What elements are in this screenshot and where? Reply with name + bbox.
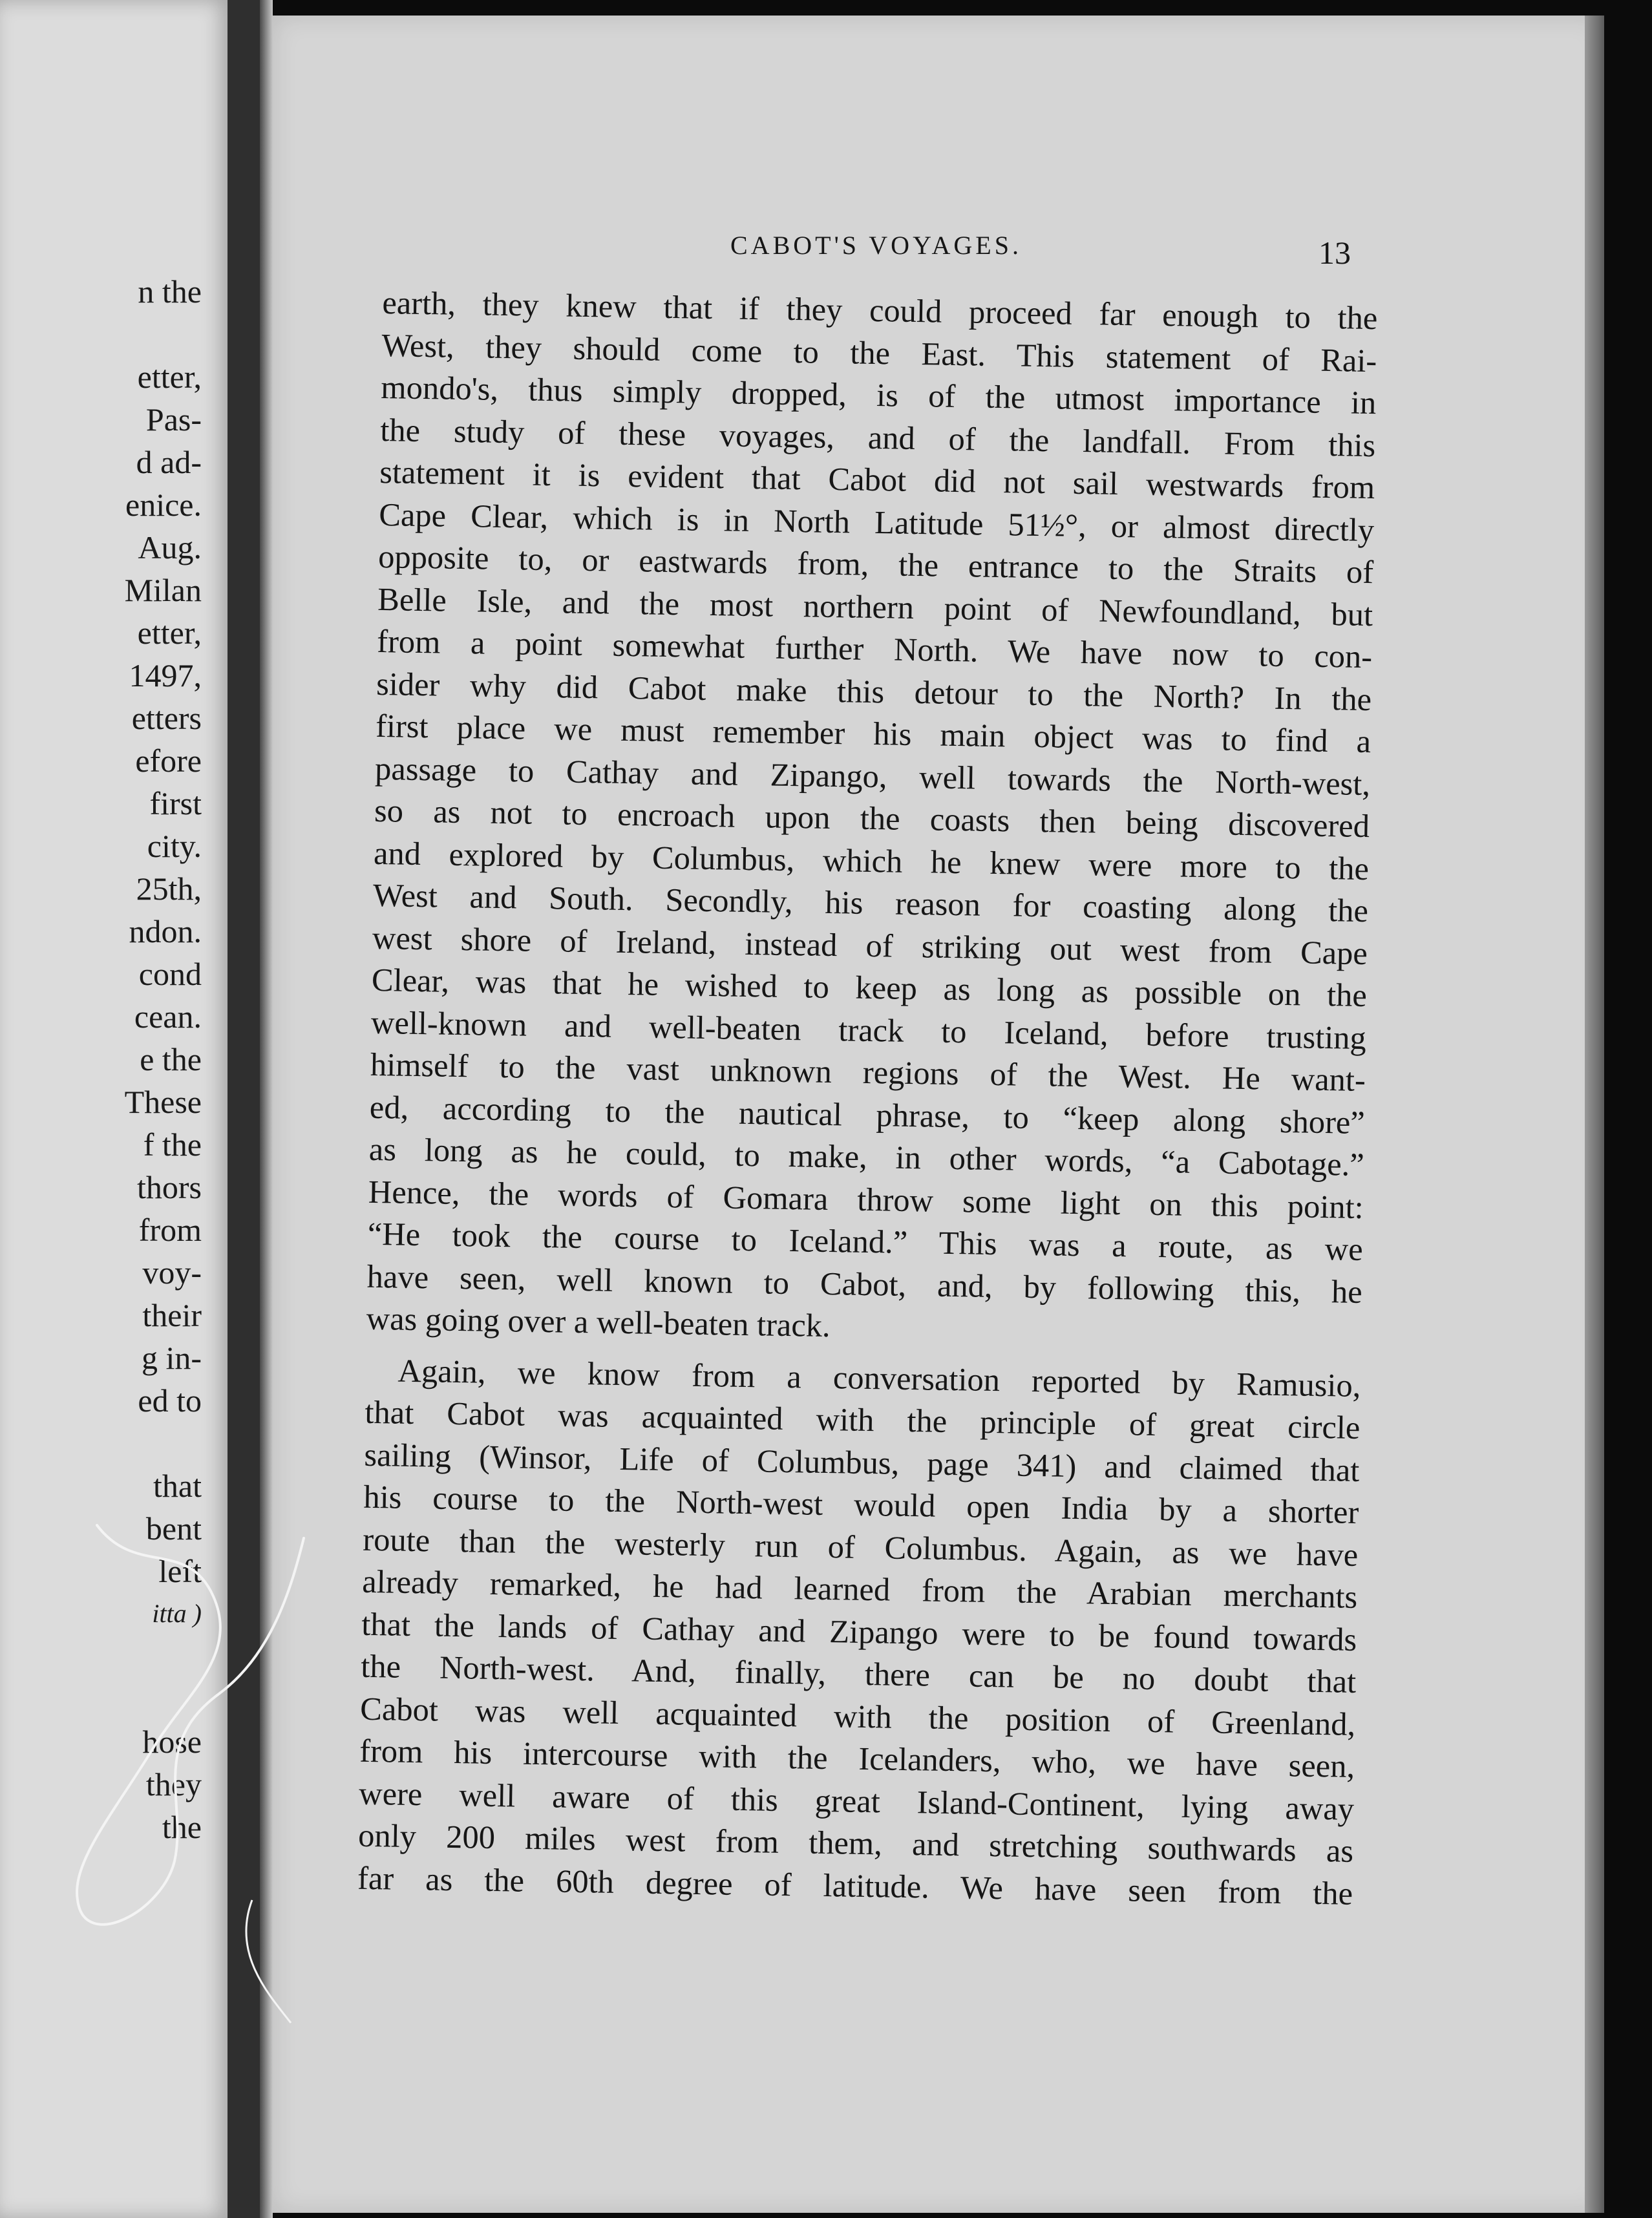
- previous-page-line: bent: [145, 1510, 202, 1547]
- previous-page-line: etter,: [137, 359, 202, 395]
- previous-page-line: voy-: [142, 1254, 202, 1291]
- previous-page-line: e the: [140, 1041, 202, 1077]
- gutter-shadow: [260, 0, 273, 2218]
- previous-page-line: itta ): [152, 1599, 202, 1628]
- previous-page-line: 1497,: [129, 657, 202, 693]
- body-text-line: as long as he could, to make, in other words, “a Cabotage.”: [368, 1130, 1365, 1183]
- previous-page-line: Pas-: [145, 401, 202, 438]
- previous-page-line: d ad-: [136, 444, 202, 480]
- body-text-line: his course to the North-west would open India by a shorter: [363, 1478, 1359, 1530]
- previous-page-line: [8, 1422, 202, 1464]
- body-text-line: well-known and well-beaten track to Iceland, before trusting: [370, 1004, 1367, 1056]
- previous-page-line: ndon.: [129, 913, 202, 949]
- previous-page-line: f the: [143, 1126, 202, 1163]
- body-text-line: ed, according to the nautical phrase, to “keep along shore”: [369, 1088, 1366, 1141]
- current-page: [273, 16, 1604, 2213]
- previous-page-line: 25th,: [136, 871, 202, 907]
- body-text-line: from his intercourse with the Icelanders, who, we have seen,: [359, 1732, 1355, 1784]
- body-text-line: west shore of Ireland, instead of striking out west from Cape: [372, 919, 1368, 971]
- previous-page-line: from: [138, 1212, 202, 1248]
- body-text-line: Cabot was well acquainted with the position of Greenland,: [359, 1690, 1356, 1742]
- previous-page-line: cean.: [134, 998, 202, 1035]
- page-body: [357, 282, 1378, 1915]
- previous-page-line: their: [142, 1297, 202, 1333]
- body-text-line: were well aware of this great Island-Continent, lying away: [358, 1775, 1355, 1827]
- previous-page-line: enice.: [125, 487, 202, 523]
- body-text-line: the study of these voyages, and of the landfall. From this: [379, 411, 1376, 463]
- body-text-line: that Cabot was acquainted with the principle of great circle: [365, 1393, 1361, 1446]
- previous-page-line: hose: [142, 1724, 202, 1760]
- body-text-line: sider why did Cabot make this detour to the North? In the: [376, 665, 1372, 717]
- body-text-line: from a point somewhat further North. We have now to con-: [376, 622, 1373, 675]
- previous-page-line: they: [145, 1766, 202, 1802]
- running-head: CABOT'S VOYAGES.: [730, 231, 1022, 260]
- previous-page-fragment: [0, 0, 228, 2218]
- body-text-line: himself to the vast unknown regions of the West. He want-: [370, 1046, 1366, 1099]
- previous-page-line: efore: [135, 743, 202, 779]
- previous-page-line: ed to: [138, 1382, 202, 1419]
- previous-page-line: [8, 1678, 202, 1720]
- body-text-line: statement it is evident that Cabot did not sail westwards from: [379, 453, 1375, 506]
- page-edge: [1585, 16, 1604, 2213]
- body-text-line: West and South. Secondly, his reason for coasting along the: [372, 876, 1369, 929]
- previous-page-line: that: [153, 1468, 202, 1504]
- body-text-line: Belle Isle, and the most northern point of Newfoundland, but: [377, 580, 1373, 633]
- previous-page-line: [8, 313, 202, 355]
- body-text-line: “He took the course to Iceland.” This was a route, as we: [367, 1215, 1364, 1268]
- previous-page-line: n the: [138, 273, 202, 310]
- body-text-line: the North-west. And, finally, there can be no doubt that: [360, 1647, 1357, 1700]
- previous-page-line: cond: [138, 956, 202, 992]
- body-text-line: sailing (Winsor, Life of Columbus, page 341) and claimed that: [364, 1436, 1360, 1488]
- previous-page-line: the: [162, 1809, 202, 1845]
- body-text-line: that the lands of Cathay and Zipango were to be found towards: [361, 1605, 1357, 1658]
- body-text-line: earth, they knew that if they could proceed far enough to the: [382, 284, 1378, 337]
- previous-page-text: [8, 270, 202, 1848]
- body-text-line: was going over a well-beaten track.: [366, 1300, 831, 1344]
- previous-page-line: Milan: [124, 572, 202, 608]
- body-text-line: first place we must remember his main object was to find a: [375, 707, 1371, 760]
- previous-page-line: These: [124, 1084, 202, 1120]
- body-text-line: West, they should come to the East. This statement of Rai-: [381, 326, 1377, 379]
- body-text-line: only 200 miles west from them, and stretching southwards as: [357, 1817, 1354, 1869]
- previous-page-line: left: [158, 1553, 202, 1589]
- body-text-line: route than the westerly run of Columbus. Again, as we have: [363, 1521, 1359, 1573]
- body-text-line: have seen, well known to Cabot, and, by following this, he: [366, 1258, 1363, 1310]
- previous-page-line: g in-: [141, 1340, 202, 1376]
- body-text-line: Hence, the words of Gomara throw some light on this point:: [368, 1173, 1364, 1225]
- previous-page-line: thors: [137, 1169, 202, 1205]
- previous-page-line: [8, 1635, 202, 1678]
- body-text-line: Cape Clear, which is in North Latitude 51½°, or almost directly: [378, 496, 1375, 548]
- body-text-line: opposite to, or eastwards from, the entrance to the Straits of: [377, 538, 1374, 591]
- body-text-line: and explored by Columbus, which he knew were more to the: [373, 834, 1370, 887]
- body-text-line: far as the 60th degree of latitude. We have seen from the: [357, 1859, 1353, 1912]
- body-text-line: Again, we know from a conversation reported by Ramusio,: [397, 1352, 1361, 1404]
- body-text-line: mondo's, thus simply dropped, is of the utmost importance in: [380, 368, 1377, 421]
- page-number: 13: [1318, 235, 1351, 271]
- body-text-line: Clear, was that he wished to keep as long as possible on the: [371, 961, 1368, 1014]
- previous-page-line: etter,: [137, 615, 202, 651]
- previous-page-line: first: [149, 785, 202, 821]
- previous-page-line: city.: [147, 828, 202, 864]
- previous-page-line: Aug.: [138, 529, 202, 565]
- previous-page-line: etters: [131, 700, 202, 736]
- book-gutter: [228, 0, 260, 2218]
- body-text-line: passage to Cathay and Zipango, well towards the North-west,: [374, 750, 1371, 802]
- body-text-line: so as not to encroach upon the coasts then being discovered: [374, 792, 1370, 845]
- body-text-line: already remarked, he had learned from the Arabian merchants: [361, 1563, 1358, 1615]
